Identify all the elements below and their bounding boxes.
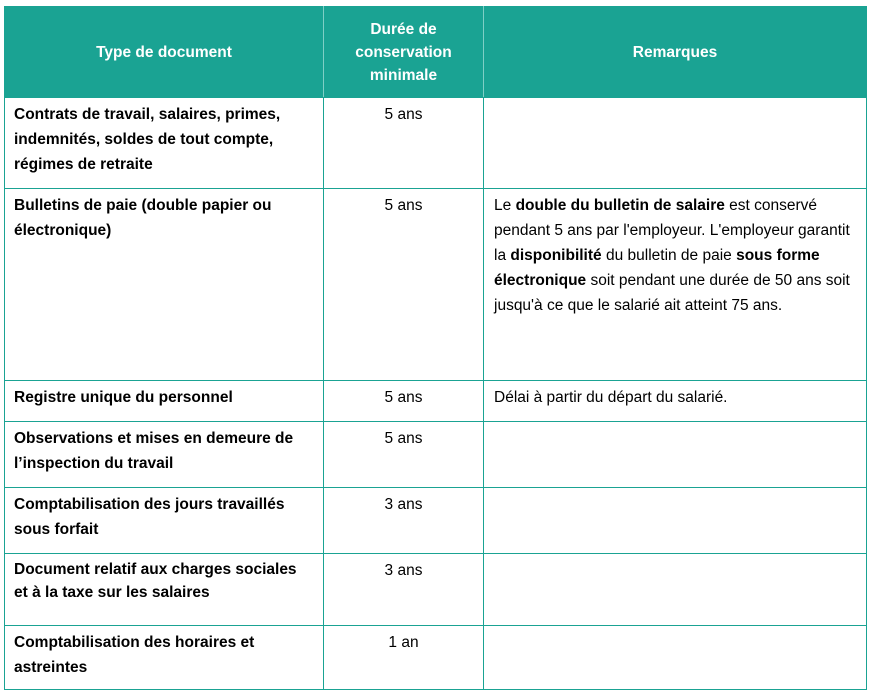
header-type-de-document: Type de document [5, 7, 324, 98]
remarque-text: soit pendant une durée de 50 ans soit jusqu'à ce que le salarié ait atteint 75 ans. [494, 272, 850, 314]
table-row [5, 554, 867, 626]
document-type-cell: Comptabilisation des jours travaillés sous forfait [5, 488, 324, 554]
remarques-cell [484, 488, 867, 554]
header-remarques: Remarques [484, 7, 867, 98]
remarque-bold-text: disponibilité [510, 247, 602, 264]
remarques-cell [484, 189, 867, 381]
remarque-text: du bulletin de paie [601, 247, 737, 264]
document-type-cell: Bulletins de paie (double papier ou électronique) [5, 189, 324, 381]
table-row [5, 626, 867, 690]
duree-cell: 5 ans [324, 381, 484, 422]
remarques-cell: Délai à partir du départ du salarié. [484, 381, 867, 422]
duree-cell: 1 an [324, 626, 484, 690]
duree-cell: 3 ans [324, 488, 484, 554]
duree-cell: 5 ans [324, 98, 484, 189]
document-type-cell: Observations et mises en demeure de l’inspection du travail [5, 422, 324, 488]
duree-cell: 5 ans [324, 422, 484, 488]
remarque-text: est conservé pendant 5 ans par l'employeur. L'employeur garantit la [494, 197, 850, 264]
table-header-row [5, 7, 867, 98]
remarque-bold-text: sous forme électronique [494, 247, 820, 289]
document-type-cell: Comptabilisation des horaires et astreintes [5, 626, 324, 690]
document-type-cell: Contrats de travail, salaires, primes, indemnités, soldes de tout compte, régimes de retraite [5, 98, 324, 189]
header-duree-conservation: Durée de conservation minimale [324, 7, 484, 98]
table-row [5, 381, 867, 422]
duree-cell: 3 ans [324, 554, 484, 626]
remarques-cell [484, 554, 867, 626]
remarque-bold-text: double du bulletin de salaire [515, 197, 725, 214]
remarques-cell [484, 422, 867, 488]
remarques-cell [484, 626, 867, 690]
table-row [5, 189, 867, 381]
document-type-cell: Registre unique du personnel [5, 381, 324, 422]
document-type-cell [5, 554, 324, 626]
retention-table [4, 6, 867, 690]
table-row [5, 488, 867, 554]
document-type-text: Document relatif aux charges sociales et à la taxe sur les salaires [14, 561, 297, 601]
table-row [5, 422, 867, 488]
duree-cell: 5 ans [324, 189, 484, 381]
remarques-cell [484, 98, 867, 189]
table-row [5, 98, 867, 189]
remarque-text: Le [494, 197, 516, 214]
